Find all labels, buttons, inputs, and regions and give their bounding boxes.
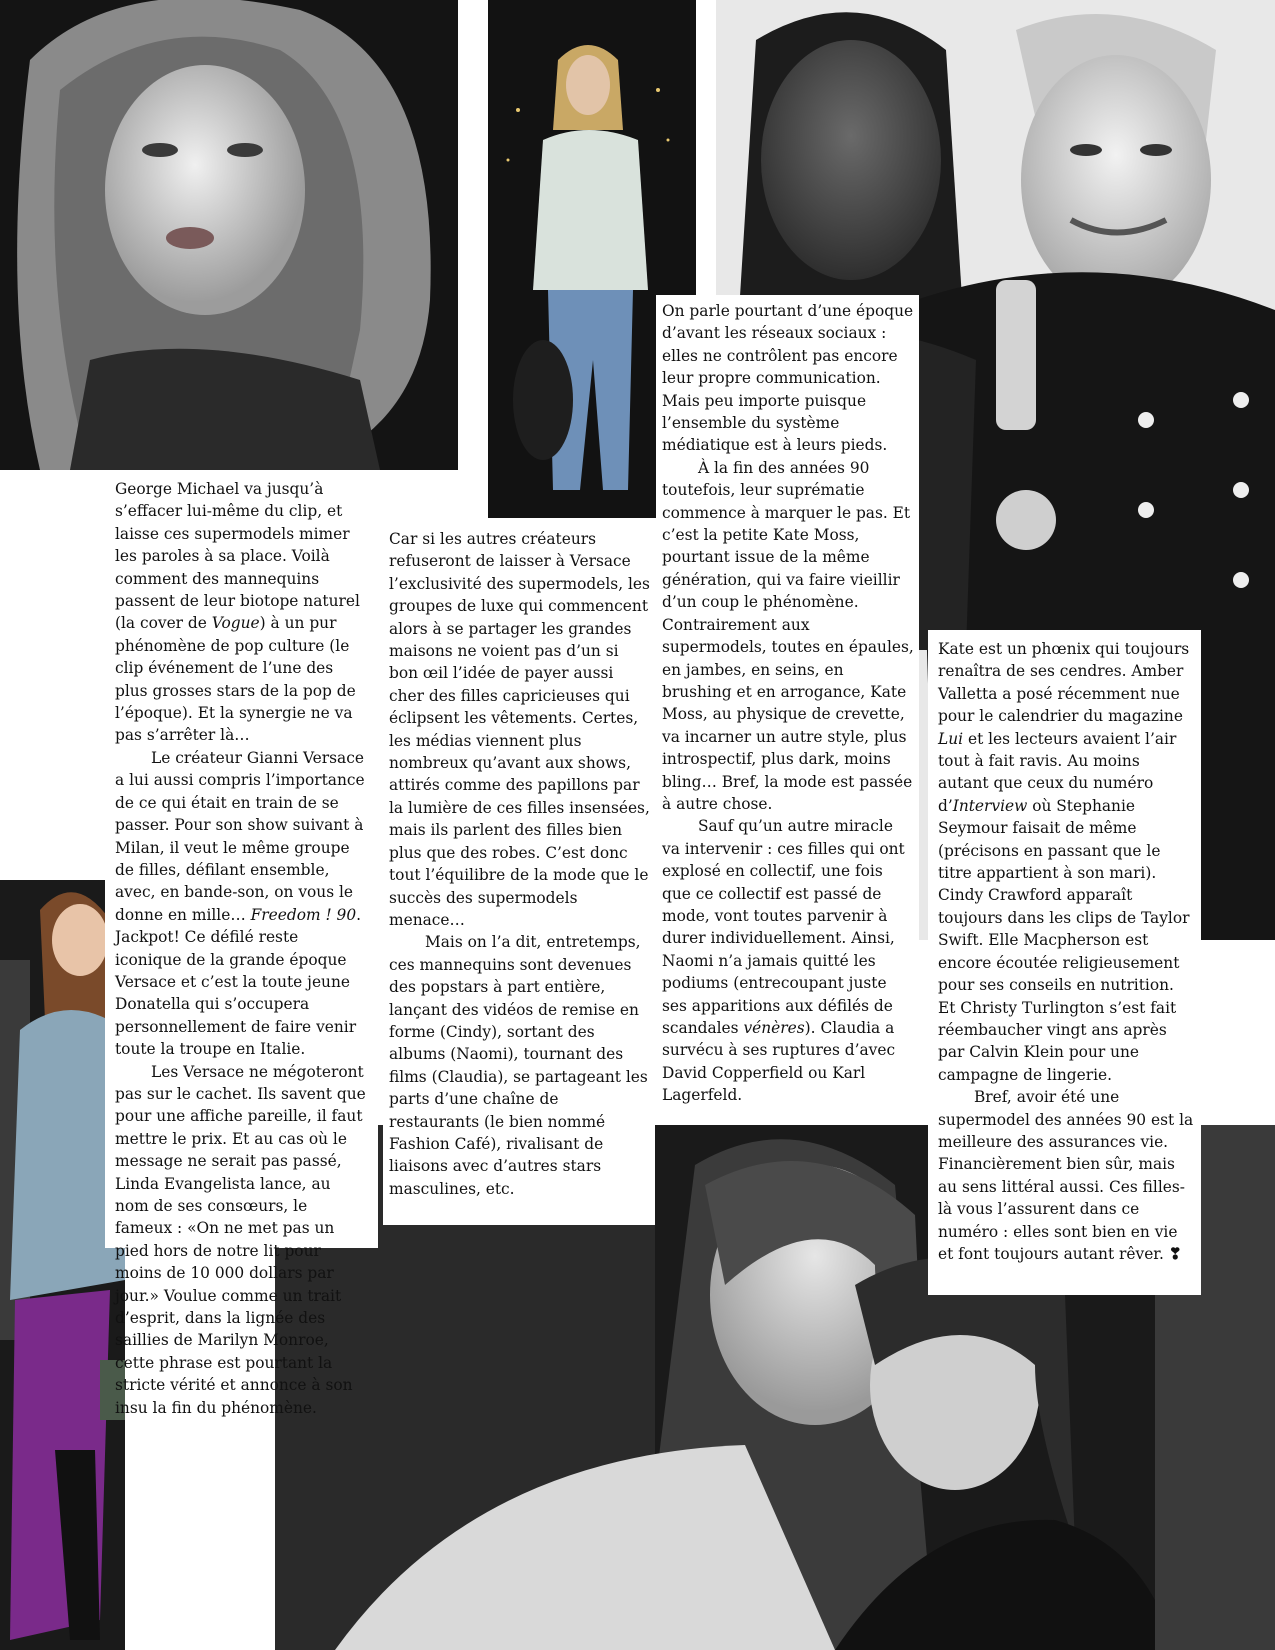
photo-kate-moss-curly-hair xyxy=(0,0,458,470)
italic-text: vénères xyxy=(743,1019,805,1037)
italic-text: Lui xyxy=(938,729,964,748)
paragraph: Les Versace ne mégoteront pas sur le cachet. Ils savent que pour une affiche pareille, il faut mettre le prix. Et au cas où le message ne serait pas passé, Linda Evangelista lance, au nom de ses consœurs, le fameux : «On ne met pas un pied hors de notre lit pour moins de 10 000 dollars par jour.» Voulue comme un trait d’esprit, dans la lignée des saillies de Marilyn Monroe, cette phrase est pourtant la stricte vérité et annonce à son insu la fin du phénomène. xyxy=(115,1062,366,1417)
paragraph: Kate est un phœnix qui toujours renaîtra de ses cendres. Amber Valletta a posé récemment nue pour le calendrier du magazine Lui et les lecteurs avaient l’air tout à fait ravis. Au moins autant que ceux du numéro d’Interview où Stephanie Seymour faisait de même (précisons en passant que le titre appartient à son mari). Cindy Crawford apparaît toujours dans les clips de Taylor Swift. Elle Macpherson est encore écoutée religieusement pour ses conseils en nutrition. Et Christy Turlington s’est fait réembaucher vingt ans après par Calvin Klein pour une campagne de lingerie. xyxy=(938,640,1190,1084)
paragraph: Mais on l’a dit, entretemps, ces mannequins sont devenues des popstars à part entière, lançant des vidéos de remise en forme (Cindy), sortant des albums (Naomi), tournant des films (Claudia), se partageant les parts d’une chaîne de restaurants (le bien nommé Fashion Café), rivalisant de liaisons avec d’autres stars masculines, etc. xyxy=(389,933,648,1198)
text-column-2 xyxy=(383,520,655,1225)
paragraph: Le créateur Gianni Versace a lui aussi compris l’importance de ce qui était en train de se passer. Pour son show suivant à Milan, il veut le même groupe de filles, défilant ensemble, avec, en bande-son, on vous le donne en mille… Freedom ! 90. Jackpot! Ce défilé reste iconique de la grande époque Versace et c’est la toute jeune Donatella qui s’occupera personnellement de faire venir toute la troupe en Italie. xyxy=(115,748,365,1059)
paragraph: George Michael va jusqu’à s’effacer lui-même du clip, et laisse ces supermodels mimer les paroles à sa place. Voilà comment des mannequins passent de leur biotope naturel (la cover de Vogue) à un pur phénomène de pop culture (le clip événement de l’une des plus grosses stars de la pop de l’époque). Et la synergie ne va pas s’arrêter là… xyxy=(115,480,360,745)
text-column-1 xyxy=(105,470,378,1417)
italic-text: Vogue xyxy=(211,614,260,633)
paragraph: Bref, avoir été une supermodel des années 90 est la meilleure des assurances vie. Financièrement bien sûr, mais au sens littéral aussi. Ces filles-là vous l’assurent dans ce numéro : elles sont bien en vie et font toujours autant rêver. ❣ xyxy=(938,1088,1194,1263)
text-column-4 xyxy=(928,630,1201,1295)
paragraph: On parle pourtant d’une époque d’avant les réseaux sociaux : elles ne contrôlent pas encore leur propre communication. Mais peu importe puisque l’ensemble du système médiatique est à leurs pieds. xyxy=(662,302,914,455)
italic-text: Interview xyxy=(952,796,1028,815)
text-column-3 xyxy=(656,295,919,1117)
paragraph: Sauf qu’un autre miracle va intervenir : ces filles qui ont explosé en collectif, une fois que ce collectif est passé de mode, vont toutes parvenir à durer individuellement. Ainsi, Naomi n’a jamais quitté les podiums (entrecoupant juste ses apparitions aux défilés de scandales vénères). Claudia a survécu à ses ruptures d’avec David Copperfield ou Karl Lagerfeld. xyxy=(662,817,905,1105)
paragraph: Car si les autres créateurs refuseront de laisser à Versace l’exclusivité des supermodels, les groupes de luxe qui commencent alors à se partager les grandes maisons ne voient pas d’un si bon œil l’idée de payer aussi cher des filles capricieuses qui éclipsent les vêtements. Certes, les médias viennent plus nombreux qu’avant aux shows, attirés comme des papillons par la lumière de ces filles insensées, mais ils parlent des filles bien plus que des robes. C’est donc tout l’équilibre de la mode que le succès des supermodels menace… xyxy=(389,530,650,929)
italic-text: Freedom ! 90 xyxy=(250,905,357,924)
end-of-article-icon: ❣ xyxy=(1168,1244,1182,1263)
paragraph: À la fin des années 90 toutefois, leur suprématie commence à marquer le pas. Et c’est la petite Kate Moss, pourtant issue de la même génération, qui va faire vieillir d’un coup le phénomène. Contrairement aux supermodels, toutes en épaules, en jambes, en seins, en brushing et en arrogance, Kate Moss, au physique de crevette, va incarner un autre style, plus introspectif, plus dark, moins bling… Bref, la mode est passée à autre chose. xyxy=(662,458,914,813)
